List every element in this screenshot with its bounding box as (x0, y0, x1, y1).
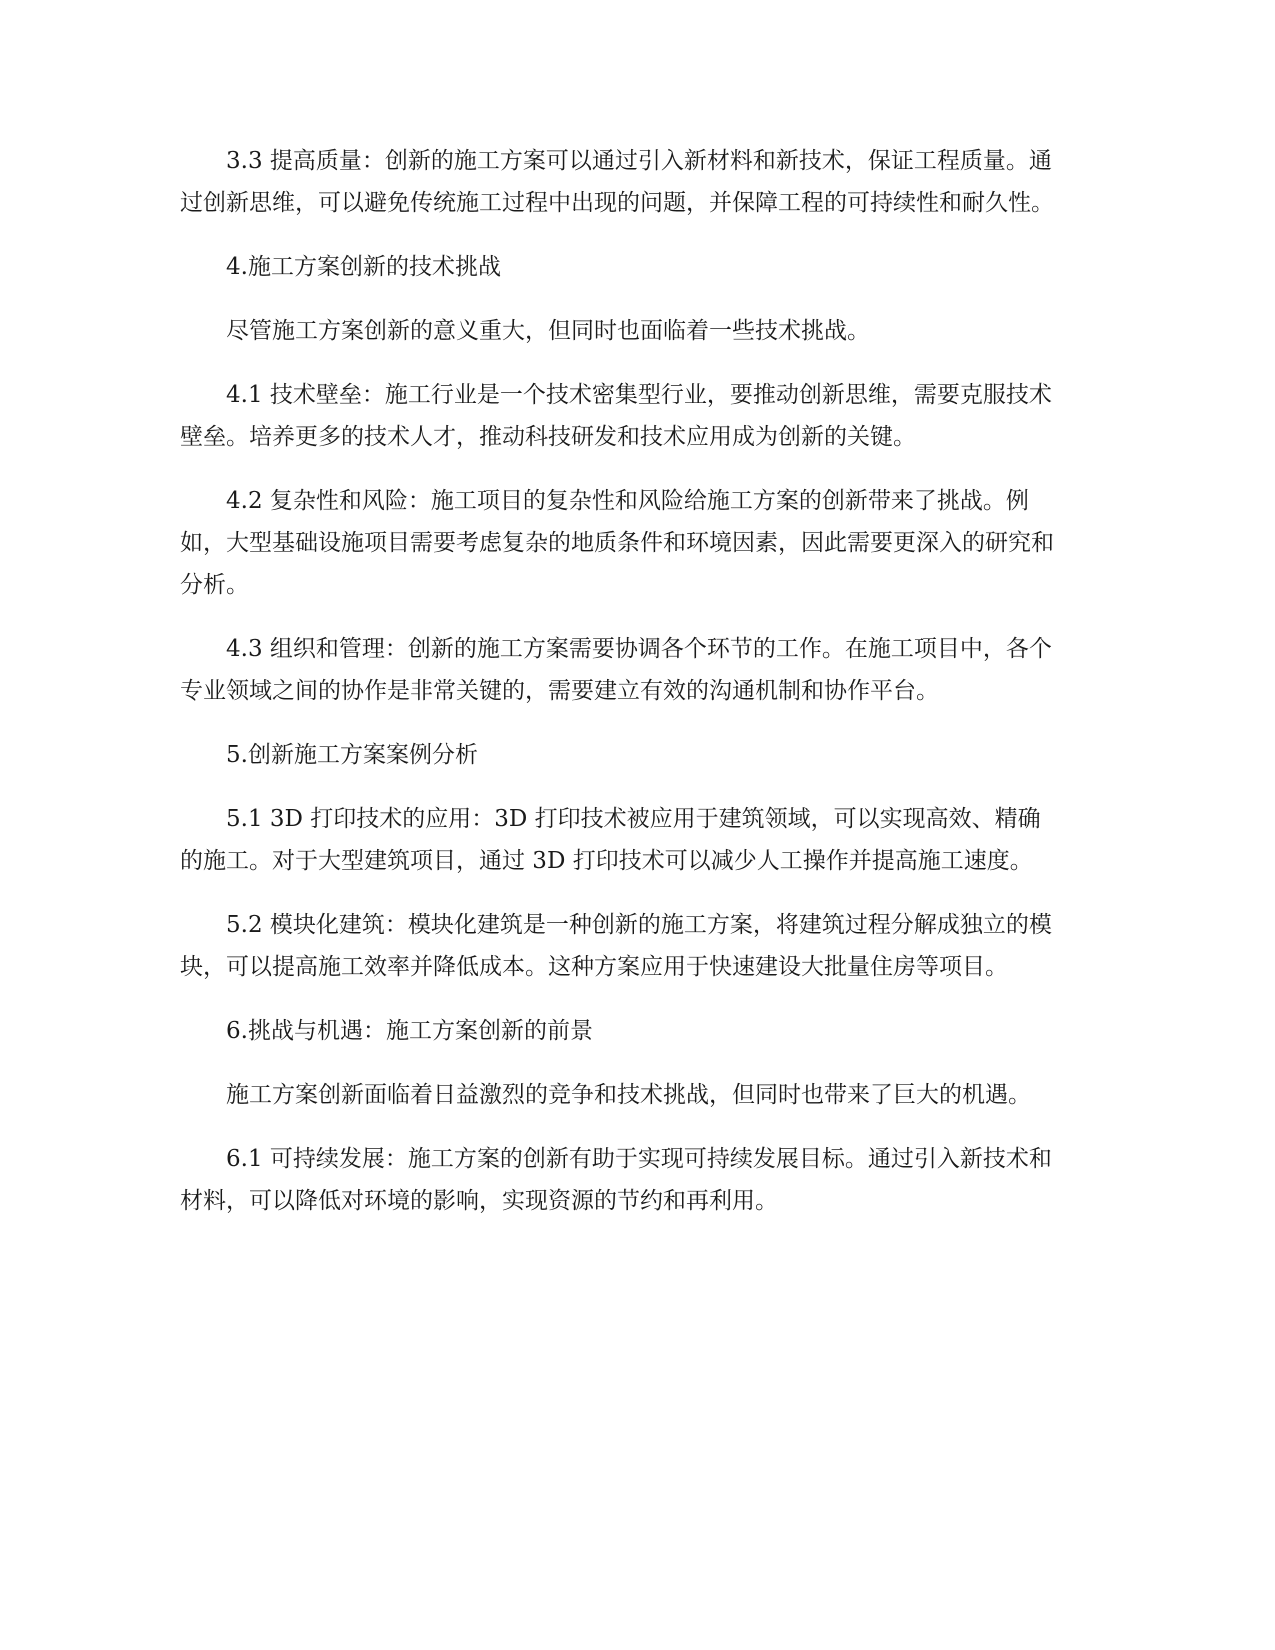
paragraph-3-3-quality: 3.3 提高质量：创新的施工方案可以通过引入新材料和新技术，保证工程质量。通过创新思维，可以避免传统施工过程中出现的问题，并保障工程的可持续性和耐久性。 (180, 148, 1054, 216)
document-body (180, 140, 1060, 1244)
heading-6-challenges-opportunities: 6.挑战与机遇：施工方案创新的前景 (226, 1018, 593, 1044)
paragraph-4-2-complexity-risk: 4.2 复杂性和风险：施工项目的复杂性和风险给施工方案的创新带来了挑战。例如，大型基础设施项目需要考虑复杂的地质条件和环境因素，因此需要更深入的研究和分析。 (180, 488, 1054, 598)
paragraph-5-2-modular-building: 5.2 模块化建筑：模块化建筑是一种创新的施工方案，将建筑过程分解成独立的模块，可以提高施工效率并降低成本。这种方案应用于快速建设大批量住房等项目。 (180, 912, 1052, 980)
paragraph-4-3-organization-management: 4.3 组织和管理：创新的施工方案需要协调各个环节的工作。在施工项目中，各个专业领域之间的协作是非常关键的，需要建立有效的沟通机制和协作平台。 (180, 636, 1052, 704)
paragraph-4-intro: 尽管施工方案创新的意义重大，但同时也面临着一些技术挑战。 (226, 318, 870, 344)
heading-5-case-analysis: 5.创新施工方案案例分析 (226, 742, 478, 768)
paragraph-5-1-3d-printing: 5.1 3D 打印技术的应用：3D 打印技术被应用于建筑领域，可以实现高效、精确的施工。对于大型建筑项目，通过 3D 打印技术可以减少人工操作并提高施工速度。 (180, 806, 1041, 874)
paragraph-4-1-tech-barriers: 4.1 技术壁垒：施工行业是一个技术密集型行业，要推动创新思维，需要克服技术壁垒。培养更多的技术人才，推动科技研发和技术应用成为创新的关键。 (180, 382, 1052, 450)
heading-4-technical-challenges: 4.施工方案创新的技术挑战 (226, 254, 501, 280)
paragraph-6-intro: 施工方案创新面临着日益激烈的竞争和技术挑战，但同时也带来了巨大的机遇。 (226, 1082, 1031, 1108)
paragraph-6-1-sustainable-development: 6.1 可持续发展：施工方案的创新有助于实现可持续发展目标。通过引入新技术和材料，可以降低对环境的影响，实现资源的节约和再利用。 (180, 1146, 1052, 1214)
